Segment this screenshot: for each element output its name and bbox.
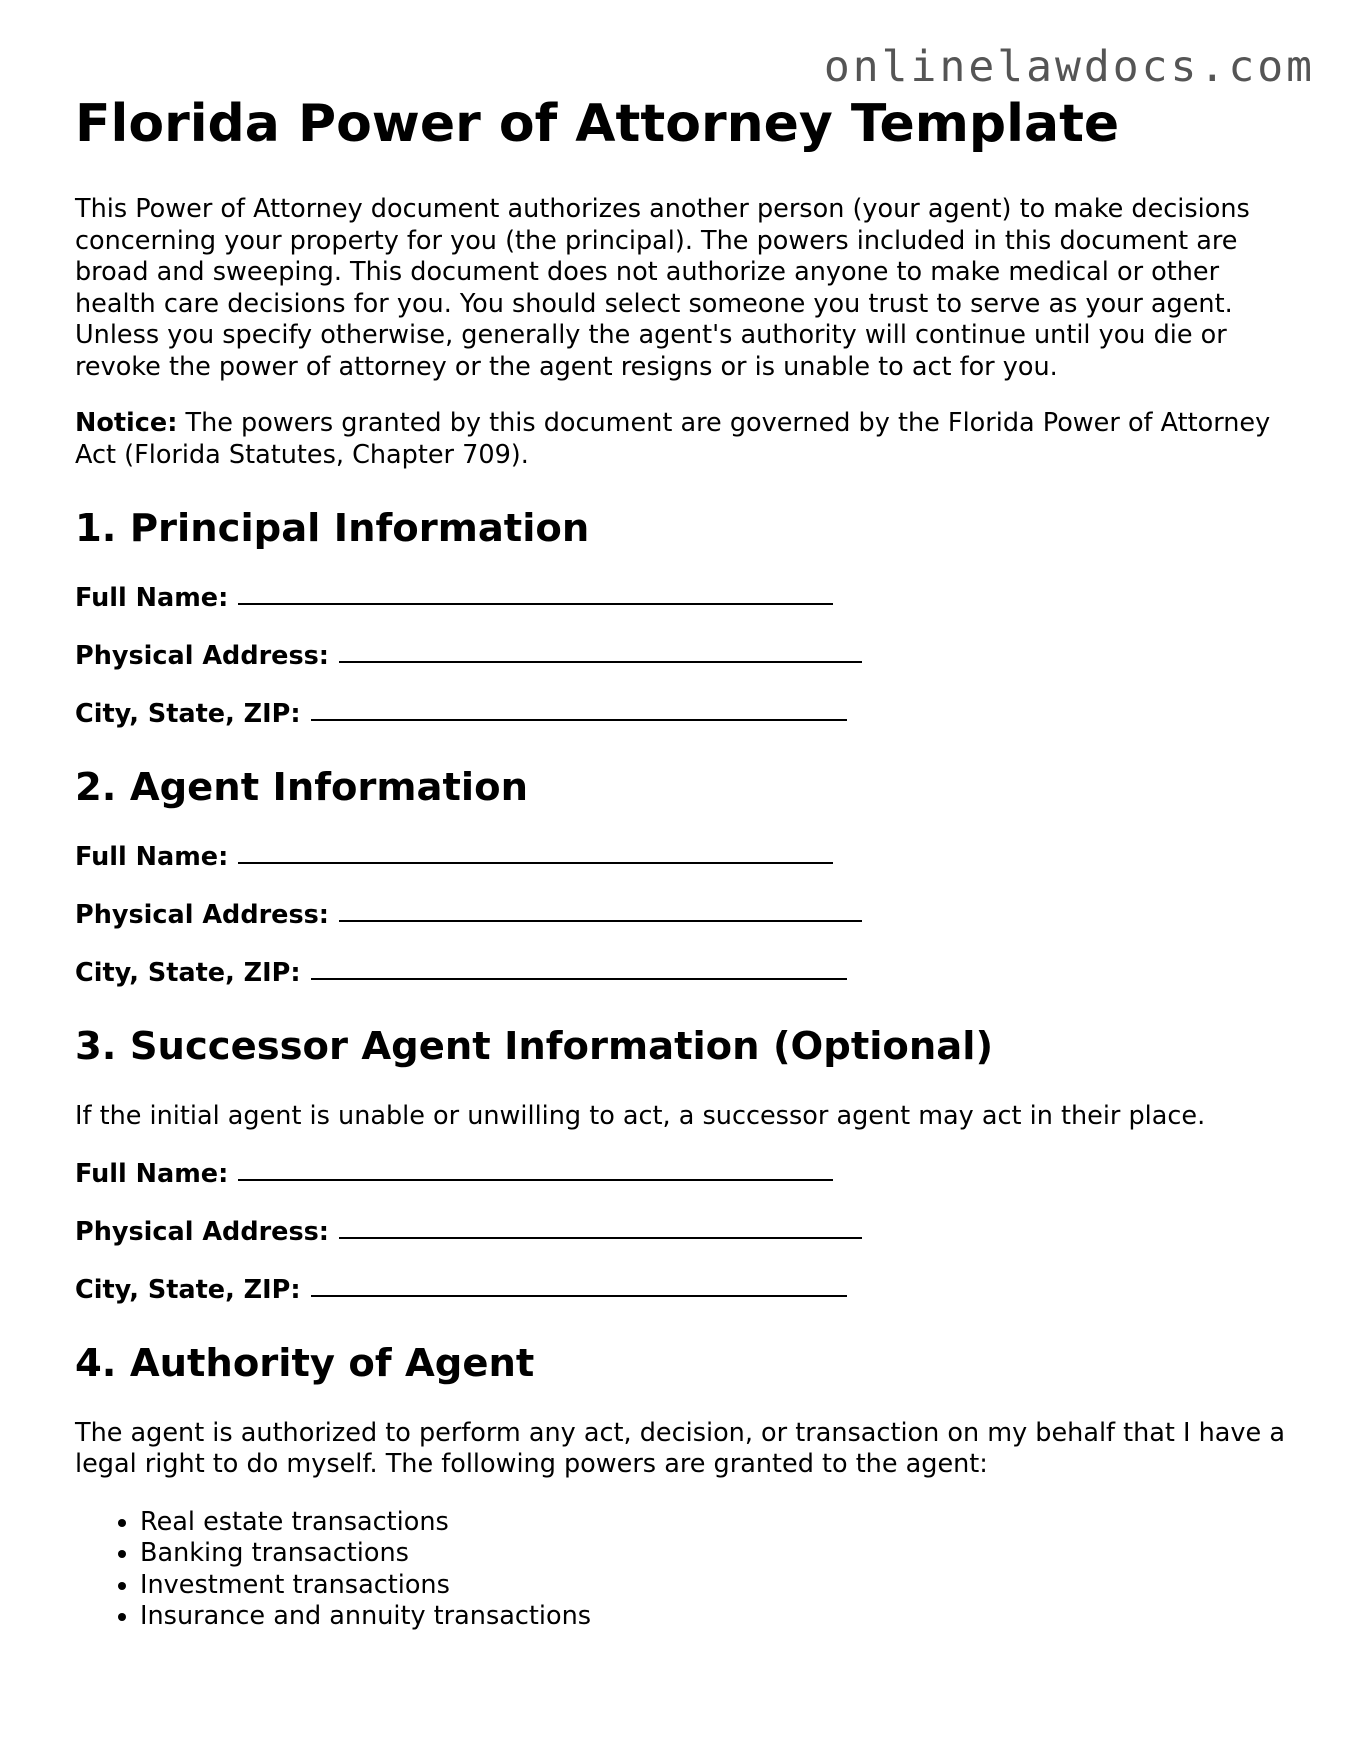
successor-address-line[interactable] xyxy=(339,1237,862,1239)
principal-full-name-label: Full Name: xyxy=(75,583,229,613)
notice-text: The powers granted by this document are governed by the Florida Power of Attorney Act (Florida Statutes, Chapter 709). xyxy=(75,408,1271,470)
document-body xyxy=(75,194,1290,1633)
principal-full-name-field[interactable] xyxy=(75,583,1290,614)
watermark: onlinelawdocs.com xyxy=(823,42,1315,92)
principal-address-label: Physical Address: xyxy=(75,641,329,671)
agent-address-field[interactable] xyxy=(75,900,1290,931)
page-title: Florida Power of Attorney Template xyxy=(75,94,1120,154)
agent-full-name-line[interactable] xyxy=(238,862,833,864)
agent-full-name-field[interactable] xyxy=(75,842,1290,873)
intro-paragraph: This Power of Attorney document authorizes another person (your agent) to make decisions concerning your property for you (the principal). The powers included in this document are broad and sweeping. This document does not authorize anyone to make medical or other health care decisions for you. You should select someone you trust to serve as your agent. Unless you specify otherwise, generally the agent's authority will continue until you die or revoke the power of attorney or the agent resigns or is unable to act for you. xyxy=(75,194,1250,382)
powers-list xyxy=(75,1507,1290,1633)
successor-description: If the initial agent is unable or unwilling to act, a successor agent may act in their place. xyxy=(75,1101,1206,1131)
successor-full-name-field[interactable] xyxy=(75,1159,1290,1190)
list-item: • Banking transactions xyxy=(140,1538,1290,1570)
principal-city-line[interactable] xyxy=(311,719,847,721)
agent-address-line[interactable] xyxy=(339,920,862,922)
notice-paragraph xyxy=(75,408,1290,471)
agent-city-line[interactable] xyxy=(311,978,847,980)
list-item: • Real estate transactions xyxy=(140,1507,1290,1539)
agent-full-name-label: Full Name: xyxy=(75,842,229,872)
authority-description: The agent is authorized to perform any act, decision, or transaction on my behalf that I have a legal right to do myself. The following powers are granted to the agent: xyxy=(75,1417,1285,1479)
principal-full-name-line[interactable] xyxy=(238,603,833,605)
principal-address-line[interactable] xyxy=(339,661,862,663)
successor-city-line[interactable] xyxy=(311,1295,847,1297)
agent-address-label: Physical Address: xyxy=(75,900,329,930)
successor-heading: 3. Successor Agent Information (Optional) xyxy=(75,1024,994,1069)
successor-full-name-line[interactable] xyxy=(238,1179,833,1181)
successor-full-name-label: Full Name: xyxy=(75,1158,229,1189)
agent-heading: 2. Agent Information xyxy=(75,765,528,810)
principal-address-field[interactable] xyxy=(75,641,1290,672)
successor-city-field[interactable] xyxy=(75,1275,1290,1306)
list-item: • Investment transactions xyxy=(140,1570,1290,1602)
successor-address-field[interactable] xyxy=(75,1217,1290,1248)
agent-city-label: City, State, ZIP: xyxy=(75,958,301,988)
notice-label: Notice: xyxy=(75,408,178,438)
authority-heading: 4. Authority of Agent xyxy=(75,1340,535,1386)
list-item: • Insurance and annuity transactions xyxy=(140,1601,1290,1633)
principal-city-field[interactable] xyxy=(75,699,1290,730)
principal-heading: 1. Principal Information xyxy=(75,506,590,551)
principal-city-label: City, State, ZIP: xyxy=(75,699,301,729)
successor-address-label: Physical Address: xyxy=(75,1216,329,1247)
successor-city-label: City, State, ZIP: xyxy=(75,1274,301,1305)
agent-city-field[interactable] xyxy=(75,958,1290,989)
